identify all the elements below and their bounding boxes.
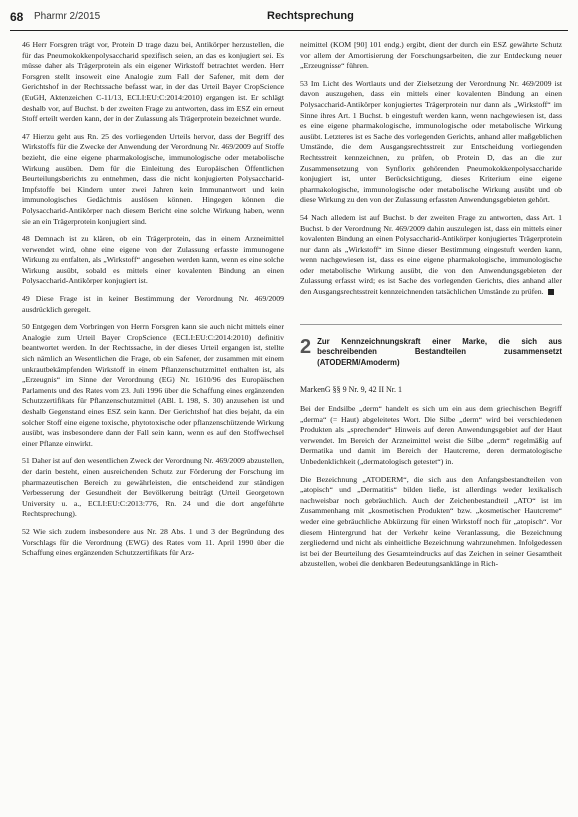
paragraph: 53 Im Licht des Wortlauts und der Zielsetzung der Verordnung Nr. 469/2009 ist davon auszugehen, dass ein mittels einer kovalenten Bindung an einen Polysaccharid-Antikörper konjugiertes Trägerprotein nur dann als „Wirkstoff“ im Sinne ihres Art. 1 Buchst. b eingestuft werden kann, wenn nachgewiesen ist, dass es eine eigene pharmakologische, immunologische oder metabolische Wirkung ausübt. Letzteres ist es Sache des vorlegenden Gerichts, anhand aller maßgeblichen Umstände, die dem Ausgangsrechtsstreit zur Entscheidung vorliegenden Rechtsstreit kennzeichnen, zu prüfen, ob Protein D, das an die zur Zusammensetzung von Synflorix gehörenden Pneumokokkenpolysaccharide konjugiert ist, unter Berücksichtigung, dieses Kriterium eine eigene pharmakologische, immunologische oder metabolische Wirkung ausübt und ob diese Wirkung zu den von der Zulassung erfassten Anwendungsgebieten gehört. (300, 78, 562, 205)
paragraph-last (300, 213, 562, 298)
paragraph: neimittel (KOM [90] 101 endg.) ergibt, dient der durch ein ESZ gewährte Schutz vor allem der Amortisierung der Forschungsarbeiten, die zur Entdeckung neuer „Erzeugnisse“ führen. (300, 40, 562, 71)
right-column (300, 40, 562, 577)
paragraph: 47 Hierzu geht aus Rn. 25 des vorliegenden Urteils hervor, dass der Begriff des Wirkstoffs für die Zwecke der Anwendung der Verordnung Nr. 469/2009 auf Stoffe bezieht, die eine eigene pharmakologische, immunologische oder metabolische Wirkung ausüben. Dem für die Einleitung des Europäischen Öffentlichen Beurteilungsberichts zu entnehmen, dass die nicht konjugierten Polysaccharid-Impfstoffe bei Kindern unter zwei Jahren kein Immunantwort und kein immunologisches Gedächtnis auslösen können. Hingegen können die Polysaccharid-Antikörper nach diesem Bericht eine solche Wirkung haben, wenn sie an ein Trägerprotein konjugiert sind. (22, 131, 284, 226)
paragraph: Die Bezeichnung „ATODERM“, die sich aus den Anfangsbestandteilen von „atopisch“ und „Dermatitis“ bilden ließe, ist allerdings weder lexikalisch nachweisbar noch gebräuchlich. Auch der Zeichenbestandteil „ATO“ ist im Zusammenhang mit „kosmetischen Produkten“ bzw. „kosmetischer Hautcreme“ weder eine gebräuchliche Abkürzung für einen Wirkstoff noch für „atopisch“. Vor diesem Hintergrund hat der Verkehr keine Veranlassung, die Bezeichnung zergliedernd und nicht als einheitliche Bezeichnung wahrzunehmen. Infolgedessen ist bei der Beurteilung des Gesamteindrucks auf das Zeichen in seiner Gesamtheit abzustellen, wobei die denkbaren Bedeutungsanklänge in Rich- (300, 474, 562, 569)
paragraph: Bei der Endsilbe „derm“ handelt es sich um ein aus dem griechischen Begriff „derma“ (= Haut) abgeleitetes Wort. Die Silbe „derm“ wird bei verschiedenen Produkten als „sprechender“ Hinweis auf deren Anwendungsgebiet auf der Haut verwendet. Im Bereich der Arzneimittel weist die Silbe „derm“ regelmäßig auf Dermatika und damit im Bereich der Hautcreme, deren dermatologische Unbedenklichkeit („dermatologisch getestet“) in. (300, 404, 562, 466)
law-reference: MarkenG §§ 9 Nr. 9, 42 II Nr. 1 (300, 385, 402, 395)
paragraph: 50 Entgegen dem Vorbringen von Herrn Forsgren kann sie auch nicht mittels einer Analogie zum Urteil Bayer CropScience (ECLI:EU:C:2014:2010) definitiv beantwortet werden. In der Rechtssache, in der dieses Urteil ergangen ist, stellte sich nämlich an Wesentlichen die Frage, ob ein Safener, der zusammen mit einem unkrautbekämpfenden Wirkstoff in einem Pflanzenschutzmittel enthalten ist, als „Erzeugnis“ im Sinne der Verordnung (EG) Nr. 1610/96 des Europäischen Parlaments und des Rates vom 23. Juli 1996 über die Schaffung eines ergänzenden Schutzzertifikats für Pflanzenschutzmittel (ABl. L 198, S. 30) anzusehen ist und deshalb Gegenstand eines ESZ sein kann. Der Gerichtshof hat dies bejaht, da ein solcher Stoff eine eigene toxische, phytotoxische oder pflanzenschützende Wirkung ausübt, was insbesondere dann der Fall sein kann, wenn es auf den Stoffwechsel einer Pflanze einwirkt. (22, 322, 284, 448)
left-column (22, 40, 284, 566)
paragraph: 51 Daher ist auf den wesentlichen Zweck der Verordnung Nr. 469/2009 abzustellen, der darin besteht, einen ausreichenden Schutz zur Förderung der Forschung im pharmazeutischen Bereich zu gewährleisten, die entscheidend zur ständigen Verbesserung der Gesundheit der Bevölkerung beiträgt (Urteil Georgetown University u. a., ECLI:EU:C:2013:776, Rn. 24 und die dort angeführte Rechtsprechung). (22, 456, 284, 519)
section-number: 2 (300, 335, 312, 358)
paragraph: 52 Wie sich zudem insbesondere aus Nr. 28 Abs. 1 und 3 der Begründung des Vorschlags für die Verordnung (EWG) des Rates vom 11. April 1990 über die Schaffung eines ergänzenden Schutzzertifikats für Arz- (22, 526, 284, 558)
page-number: 68 (10, 10, 24, 24)
paragraph: 49 Diese Frage ist in keiner Bestimmung der Verordnung Nr. 469/2009 ausdrücklich geregelt. (22, 294, 284, 314)
paragraph: 46 Herr Forsgren trägt vor, Protein D trage dazu bei, Antikörper herzustellen, die für das Pneumokokkenpolysaccharid spezifisch seien, an das es konjugiert sei. Es müsse daher als Trägerprotein als ein eigener Wirkstoff betrachtet werden. Herr Forsgren stellt insoweit eine Analogie zum Fall der Safener, mit dem der Gerichtshof in der Rechtssache befasst war, in der das Urteil Bayer CropScience (EuGH, Aktenzeichen C-11/13, ECLI:EU:C:2014:2010) ergangen ist. Er schlägt deshalb vor, auf Buchst. b der zweiten Frage zu antworten, dass im ESZ ein erneut Stoff erteilt werden kann, der in der Zulassung als Trägerprotein bezeichnet wurde. (22, 40, 284, 124)
section-heading: Rechtsprechung (267, 10, 354, 22)
section-separator (300, 324, 562, 325)
section-title-block (300, 337, 562, 376)
section-title: Zur Kennzeichnungskraft einer Marke, die sich aus beschreibenden Bestandteilen zusammensetzt (ATODERM/Amoderm) (317, 336, 562, 367)
paragraph-text: 54 Nach alledem ist auf Buchst. b der zweiten Frage zu antworten, dass Art. 1 Buchst. b der Verordnung Nr. 469/2009 dahin auszulegen ist, dass ein mittels einer kovalenten Bindung an einen Polysaccharid-Antikörper konjugiertes Trägerprotein nur dann als „Wirkstoff“ im Sinne dieser Bestimmung eingestuft werden kann, wenn nachgewiesen ist, dass es eine eigene pharmakologische, immunologische oder metabolische Wirkung ausübt, die von den Anwendungsgebieten der Zulassung erfasst wird; es ist Sache des vorlegenden Gerichts, dies anhand aller den Ausgangsrechtsstreit kennzeichnenden tatsächlichen Umstände zu prüfen. (300, 212, 562, 297)
paragraph: 48 Demnach ist zu klären, ob ein Trägerprotein, das in einem Arzneimittel verwendet wird, ohne eine eigene von der Zulassung erfasste immunogene Wirkung zu entfalten, als „Wirkstoff“ angesehen werden kann, wenn es eine solche Wirkung ausübt, sobald es mittels einer kovalenten Bindung an einen Polysaccharid-Antikörper konjugiert ist. (22, 234, 284, 286)
page-header (10, 10, 568, 28)
end-mark (548, 289, 554, 295)
header-rule (10, 30, 568, 31)
journal-issue: Pharmr 2/2015 (34, 11, 101, 22)
